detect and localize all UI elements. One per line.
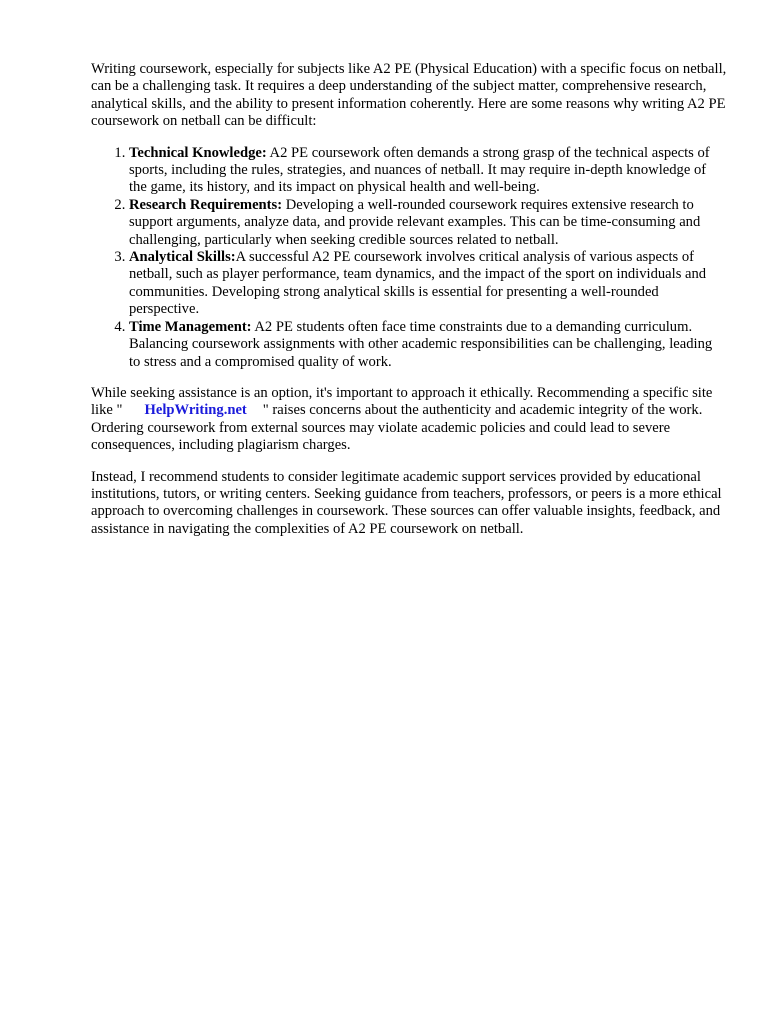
caution-text-after: " raises concerns about the authenticity and academic integrity of the work. Ordering coursework from external sources may violate academic policies and could lead to severe consequences, including plagiarism charges. xyxy=(91,402,703,454)
list-item xyxy=(129,249,727,319)
list-item-title: Technical Knowledge: xyxy=(129,144,267,161)
list-item-text: A successful A2 PE coursework involves critical analysis of various aspects of netball, such as player performance, team dynamics, and the impact of the sport on individuals and communities. Developing strong analytical skills is essential for presenting a well-rounded perspective. xyxy=(129,249,707,318)
list-item-text: A2 PE coursework often demands a strong grasp of the technical aspects of sports, including the rules, strategies, and nuances of netball. It may require in-depth knowledge of the game, its history, and its impact on physical health and well-being. xyxy=(129,144,710,196)
reasons-list xyxy=(91,145,727,371)
intro-paragraph: Writing coursework, especially for subjects like A2 PE (Physical Education) with a specific focus on netball, can be a challenging task. It requires a deep understanding of the subject matter, comprehensive research, analytical skills, and the ability to present information coherently. Here are some reasons why writing A2 PE coursework on netball can be difficult: xyxy=(91,61,727,130)
list-item xyxy=(129,197,727,249)
recommendation-paragraph: Instead, I recommend students to consider legitimate academic support services provided by educational institutions, tutors, or writing centers. Seeking guidance from teachers, professors, or peers is a more ethical approach to overcoming challenges in coursework. These sources can offer valuable insights, feedback, and assistance in navigating the complexities of A2 PE coursework on netball. xyxy=(91,468,722,537)
list-item-text: Developing a well-rounded coursework requires extensive research to support arguments, analyze data, and provide relevant examples. This can be time-consuming and challenging, particularly when seeking credible sources related to netball. xyxy=(129,196,701,248)
list-item-title: Time Management: xyxy=(129,318,252,335)
caution-text-before: While seeking assistance is an option, it's important to approach it ethically. Recommending a specific site like " xyxy=(91,384,713,419)
helpwriting-link[interactable]: HelpWriting.net xyxy=(144,402,247,419)
list-item-title: Research Requirements: xyxy=(129,196,283,213)
list-item-title: Analytical Skills: xyxy=(129,249,236,266)
caution-paragraph xyxy=(91,385,727,455)
list-item xyxy=(129,319,727,371)
list-item-text: A2 PE students often face time constraints due to a demanding curriculum. Balancing coursework assignments with other academic responsibilities can be challenging, leading to stress and a compromised quality of work. xyxy=(129,318,713,370)
list-item xyxy=(129,145,727,197)
document-body xyxy=(91,61,727,552)
